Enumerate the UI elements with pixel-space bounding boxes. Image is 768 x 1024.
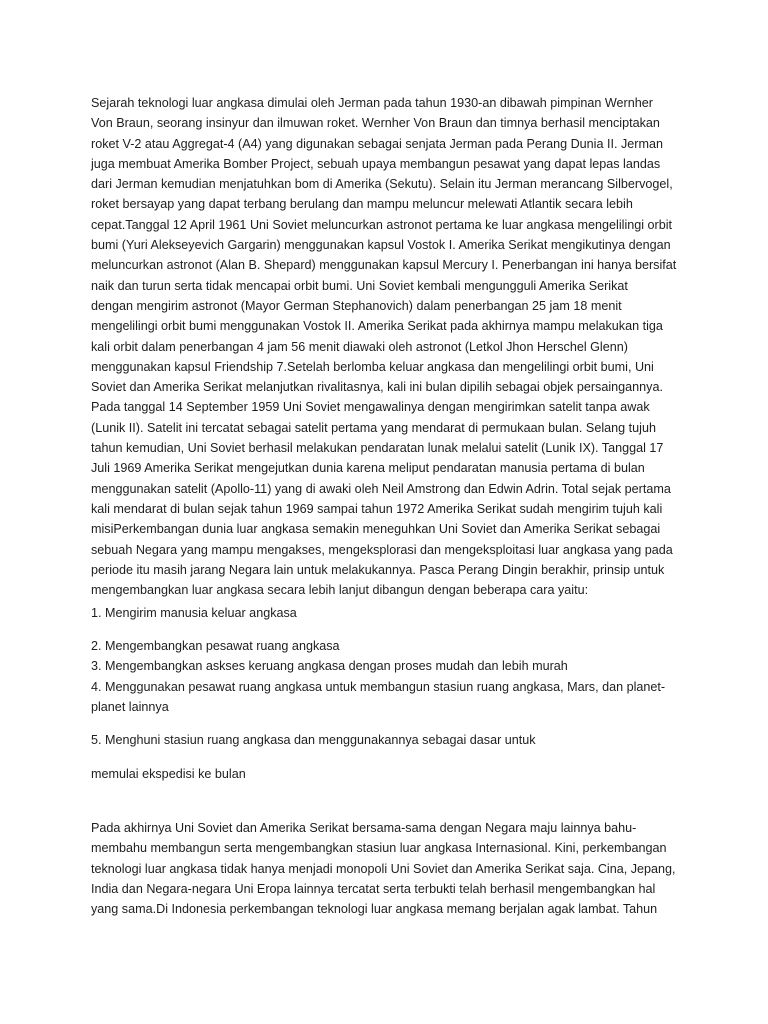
text-line: yang sama.Di Indonesia perkembangan teknologi luar angkasa memang berjalan agak lambat. Tahun xyxy=(91,902,658,917)
text-line: India dan Negara-negara Uni Eropa lainnya tercatat serta terbukti telah berhasil mengembangkan hal xyxy=(91,881,656,896)
text-line: mengembangkan luar angkasa secara lebih lanjut dibangun dengan beberapa cara yaitu: xyxy=(91,583,589,598)
text-line: bumi (Yuri Alekseyevich Gargarin) menggunakan kapsul Vostok I. Amerika Serikat mengikutinya dengan xyxy=(91,238,671,253)
text-line: misiPerkembangan dunia luar angkasa semakin meneguhkan Uni Soviet dan Amerika Serikat sebagai xyxy=(91,522,661,537)
text-line: kali orbit dalam penerbangan 4 jam 56 menit diawaki oleh astronot (Letkol Jhon Herschel Glenn) xyxy=(91,339,628,354)
text-line: roket V-2 atau Aggregat-4 (A4) yang digunakan sebagai senjata Jerman pada Perang Dunia II. Jerman xyxy=(91,136,663,151)
text-line: mengelilingi orbit bumi menggunakan Vostok II. Amerika Serikat pada akhirnya mampu melakukan tiga xyxy=(91,319,663,334)
list-item-text: planet lainnya xyxy=(91,699,169,714)
list-item-5-continuation xyxy=(91,764,691,784)
text-line: meluncurkan astronot (Alan B. Shepard) menggunakan kapsul Mercury I. Penerbangan ini hanya bersifat xyxy=(91,258,677,273)
list-item-text: 3. Mengembangkan askses keruang angkasa dengan proses mudah dan lebih murah xyxy=(91,659,568,674)
text-line: Sejarah teknologi luar angkasa dimulai oleh Jerman pada tahun 1930-an dibawah pimpinan Wernher xyxy=(91,96,653,110)
list-item-text: 5. Menghuni stasiun ruang angkasa dan menggunakannya sebagai dasar untuk xyxy=(91,733,536,747)
text-line: juga membuat Amerika Bomber Project, sebuah upaya membangun pesawat yang dapat lepas landas xyxy=(91,156,661,171)
text-line: menggunakan kapsul Friendship 7.Setelah berlomba keluar angkasa dan mengelilingi orbit bumi, Uni xyxy=(91,359,654,374)
text-line: periode itu masih jarang Negara lain untuk melakukannya. Pasca Perang Dingin berakhir, prinsip untuk xyxy=(91,562,665,577)
list-item-1 xyxy=(91,603,691,623)
list-item-text: 2. Mengembangkan pesawat ruang angkasa xyxy=(91,639,340,653)
text-line: dari Jerman kemudian menjatuhkan bom di Amerika (Sekutu). Selain itu Jerman merancang Silbervogel, xyxy=(91,177,673,192)
text-line: (Lunik II). Satelit ini tercatat sebagai satelit pertama yang mendarat di permukaan bulan. Selang tujuh xyxy=(91,420,656,435)
text-line: naik dan turun serta tidak mencapai orbit bumi. Uni Soviet kembali mengungguli Amerika Serikat xyxy=(91,278,628,293)
text-line: sebuah Negara yang mampu mengakses, mengeksplorasi dan mengeksploitasi luar angkasa yang pada xyxy=(91,542,673,557)
list-items-2-4 xyxy=(91,636,691,717)
text-line: roket bersayap yang dapat terbang berulang dan mampu meluncur melewati Atlantik secara lebih xyxy=(91,197,633,212)
list-item-text: 4. Menggunakan pesawat ruang angkasa untuk membangun stasiun ruang angkasa, Mars, dan planet- xyxy=(91,679,666,694)
paragraph-history xyxy=(91,93,691,600)
text-line: tahun kemudian, Uni Soviet berhasil melakukan pendaratan lunak melalui satelit (Lunik IX). Tanggal 17 xyxy=(91,441,664,456)
text-line: Juli 1969 Amerika Serikat mengejutkan dunia karena meliput pendaratan manusia pertama di bulan xyxy=(91,461,645,476)
text-line: kali mendarat di bulan sejak tahun 1969 sampai tahun 1972 Amerika Serikat sudah mengirim tujuh kali xyxy=(91,501,663,516)
text-line: Pada tanggal 14 September 1959 Uni Soviet mengawalinya dengan mengirimkan satelit tanpa awak xyxy=(91,400,650,415)
text-line: menggunakan satelit (Apollo-11) yang di awaki oleh Neil Amstrong dan Edwin Adrin. Total sejak pertama xyxy=(91,481,671,496)
text-line: Pada akhirnya Uni Soviet dan Amerika Serikat bersama-sama dengan Negara maju lainnya bahu- xyxy=(91,821,637,835)
text-line: membahu membangun serta mengembangkan stasiun luar angkasa Internasional. Kini, perkembangan xyxy=(91,841,667,856)
paragraph-conclusion xyxy=(91,818,691,919)
list-item-5 xyxy=(91,730,691,750)
list-item-text: memulai ekspedisi ke bulan xyxy=(91,767,246,781)
text-line: Von Braun, seorang insinyur dan ilmuwan roket. Wernher Von Braun dan timnya berhasil menciptakan xyxy=(91,116,660,131)
list-item-text: 1. Mengirim manusia keluar angkasa xyxy=(91,606,297,620)
text-line: cepat.Tanggal 12 April 1961 Uni Soviet meluncurkan astronot pertama ke luar angkasa mengelilingi orbit xyxy=(91,217,673,232)
text-line: teknologi luar angkasa tidak hanya menjadi monopoli Uni Soviet dan Amerika Serikat saja. Cina, Jepang, xyxy=(91,861,676,876)
text-line: Soviet dan Amerika Serikat melanjutkan rivalitasnya, kali ini bulan dipilih sebagai objek persaingannya. xyxy=(91,380,663,395)
text-line: dengan mengirim astronot (Mayor German Stephanovich) dalam penerbangan 25 jam 18 menit xyxy=(91,298,622,313)
